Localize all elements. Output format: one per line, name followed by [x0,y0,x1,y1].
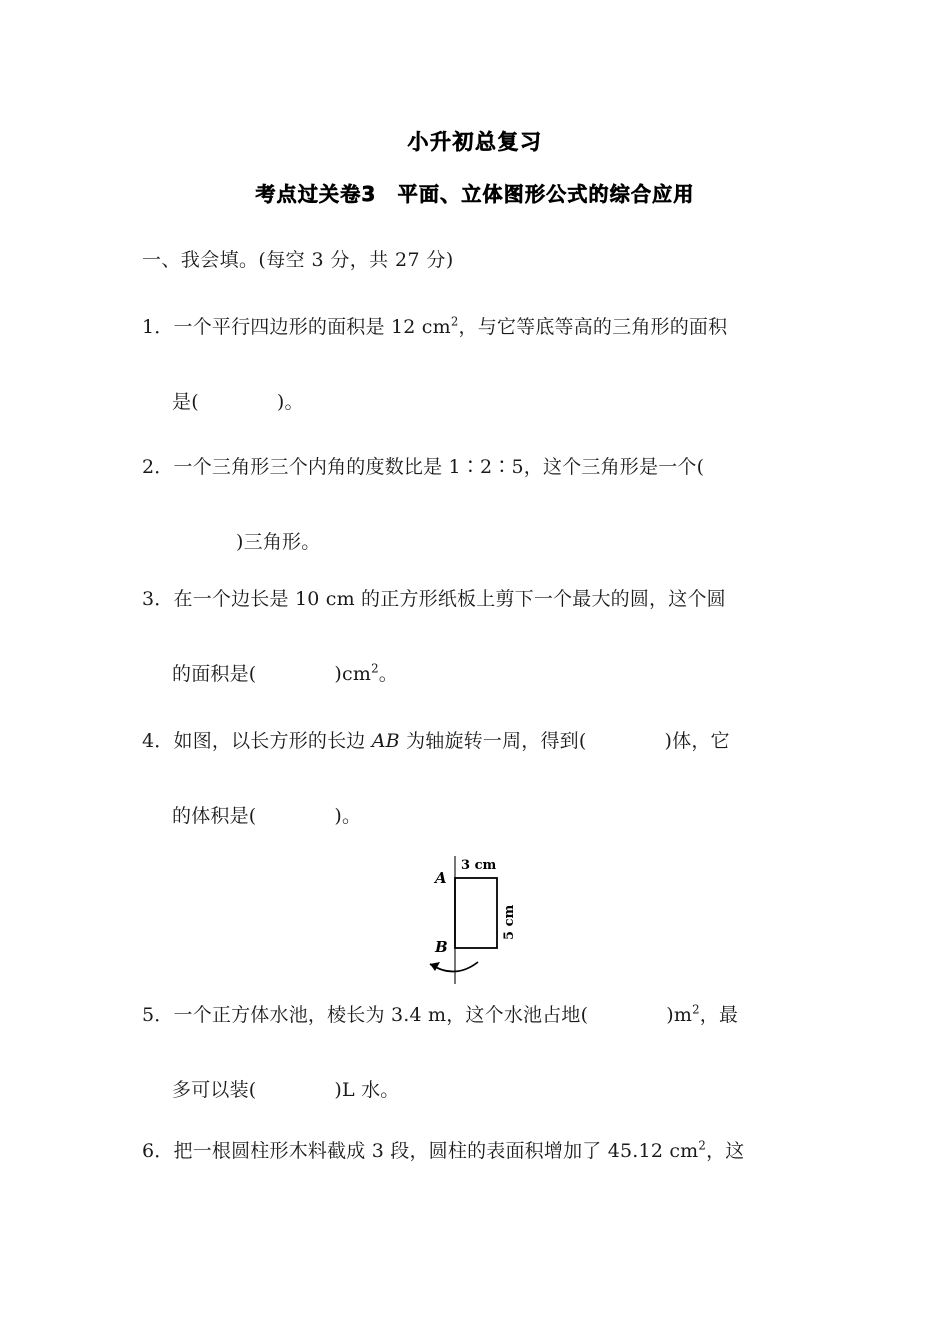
question-3-superscript: 2 [371,661,379,676]
question-2-text: 一个三角形三个内角的度数比是 1∶2∶5，这个三角形是一个( [173,456,705,478]
question-4-blank-suffix: )。 [334,805,362,827]
question-3-blank-suffix: )cm [334,663,372,685]
question-1 [142,314,822,413]
question-2-blank-suffix: )三角形。 [236,531,321,553]
question-5-text-b: )m [666,1004,693,1026]
rectangle-rotation-diagram [408,852,578,992]
question-4-number: 4． [142,730,174,752]
dimension-height-label: 5 cm [502,904,517,940]
question-2-number: 2． [142,456,174,478]
question-6-text-a: 把一根圆柱形木料截成 3 段，圆柱的表面积增加了 45.12 cm [173,1140,699,1162]
question-2 [142,458,822,552]
question-1-text-b: ，与它等底等高的三角形的面积 [458,316,728,338]
question-3-period: 。 [378,663,398,685]
question-5-blank-prefix: 多可以装( [172,1079,257,1101]
question-6-number: 6． [142,1140,174,1162]
page-title: 小升初总复习 [407,130,543,154]
question-4 [142,732,822,826]
question-3-text: 在一个边长是 10 cm 的正方形纸板上剪下一个最大的圆，这个圆 [173,588,726,610]
question-2-line-1 [142,458,822,477]
section-header-fill-in-blank: 一、我会填。(每空 3 分，共 27 分) [142,249,454,271]
question-6 [142,1138,822,1162]
question-1-text-a: 一个平行四边形的面积是 12 cm [173,316,451,338]
question-6-line-1 [142,1138,822,1162]
question-6-superscript: 2 [698,1138,707,1153]
page-subtitle: 考点过关卷3 平面、立体图形公式的综合应用 [255,182,695,206]
rectangle-shape [455,878,497,948]
dimension-width-label: 3 cm [461,858,497,873]
question-1-superscript: 2 [450,314,459,329]
question-4-segment-ab: AB [371,730,400,752]
question-6-text-b: ，这 [706,1140,745,1162]
question-4-text-c: )体，它 [664,730,730,752]
question-5-text-a: 一个正方体水池，棱长为 3.4 m，这个水池占地( [173,1004,589,1026]
question-5-line-1 [142,1002,822,1026]
question-2-line-2 [142,533,822,552]
question-4-figure [408,852,578,992]
question-4-line-2 [142,807,822,826]
question-5-blank-suffix: )L 水。 [334,1079,400,1101]
vertex-label-a: A [435,869,447,887]
rotation-arrow-head [430,962,440,971]
question-4-text-b: 为轴旋转一周，得到( [399,730,587,752]
question-3-number: 3． [142,588,174,610]
question-4-blank-prefix: 的体积是( [172,805,257,827]
question-3-blank-prefix: 的面积是( [172,663,257,685]
question-1-line-2 [142,393,822,412]
question-3-line-1 [142,590,822,609]
question-5-text-c: ，最 [699,1004,739,1026]
question-5 [142,1002,822,1101]
question-1-line-1 [142,314,822,338]
question-5-number: 5． [142,1004,174,1026]
question-5-superscript: 2 [692,1002,700,1017]
question-5-line-2 [142,1081,822,1100]
question-3 [142,590,822,684]
question-1-number: 1． [142,316,174,338]
question-1-blank-prefix: 是( [172,391,199,413]
vertex-label-b: B [435,938,448,956]
question-3-line-2 [142,661,822,685]
question-4-line-1 [142,732,822,751]
question-1-blank-suffix: )。 [276,391,304,413]
question-4-text-a: 如图，以长方形的长边 [173,730,372,752]
